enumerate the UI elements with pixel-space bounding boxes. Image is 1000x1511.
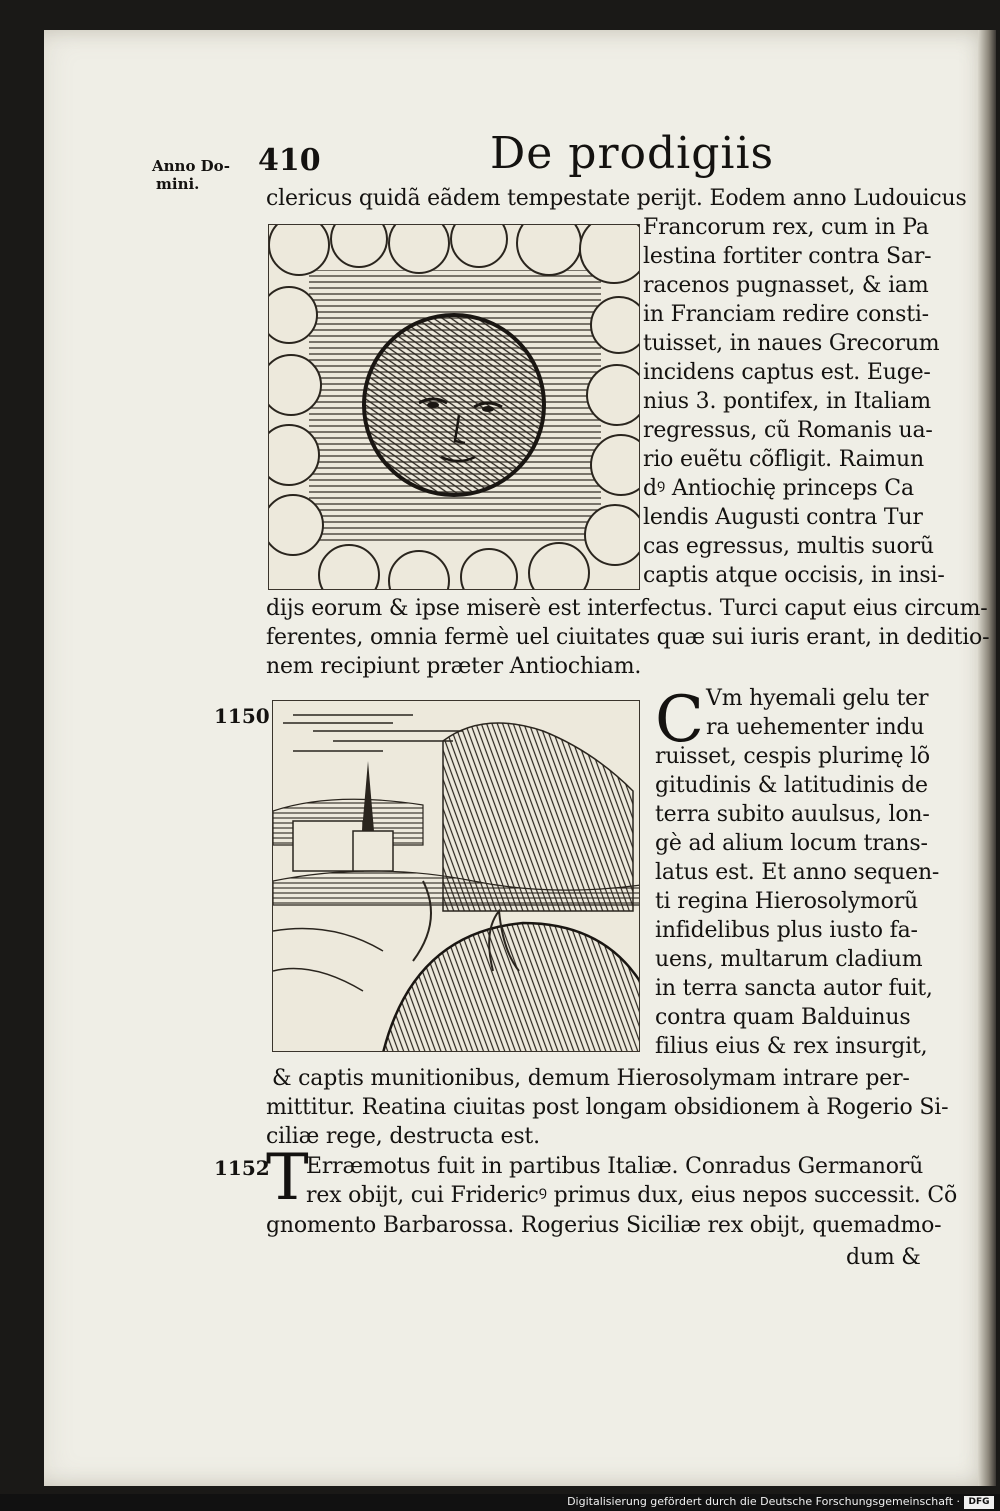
- text-line: gitudinis & latitudinis de: [655, 773, 928, 798]
- text-line: rex obijt, cui Fridericꝰ primus dux, eius nepos successit. Cõ: [306, 1183, 958, 1208]
- text-line: dꝰ Antiochię princeps Ca: [643, 476, 914, 501]
- text-line: regressus, cũ Romanis ua-: [643, 418, 933, 443]
- text-line: Francorum rex, cum in Pa: [643, 215, 929, 240]
- text-line: rio euẽtu cõfligit. Raimun: [643, 447, 924, 472]
- text-line: latus est. Et anno sequen-: [655, 860, 940, 885]
- text-line: in terra sancta autor fuit,: [655, 976, 933, 1001]
- text-line: lestina fortiter contra Sar-: [643, 244, 932, 269]
- text-line: Vm hyemali gelu ter: [706, 686, 929, 711]
- text-line: captis atque occisis, in insi-: [643, 563, 945, 588]
- text-line: infidelibus plus iusto fa-: [655, 918, 918, 943]
- landscape-illustration: [273, 701, 640, 1052]
- text-line: ti regina Hierosolymorũ: [655, 889, 918, 914]
- text-line: racenos pugnasset, & iam: [643, 273, 929, 298]
- digitization-credit: Digitalisierung gefördert durch die Deutsche Forschungsgemeinschaft ·: [567, 1495, 960, 1508]
- text-line: nem recipiunt præter Antiochiam.: [266, 654, 642, 679]
- text-line: ra uehementer indu: [706, 715, 925, 740]
- folio-number: 410: [258, 143, 321, 178]
- text-line: ferentes, omnia fermè uel ciuitates quæ sui iuris erant, in deditio-: [266, 625, 990, 650]
- dfg-logo: DFG: [964, 1496, 994, 1509]
- text-line: incidens captus est. Euge-: [643, 360, 931, 385]
- year-marginal: 1152: [214, 1156, 270, 1180]
- text-line: terra subito auulsus, lon-: [655, 802, 930, 827]
- margin-note-domini: mini.: [156, 175, 200, 193]
- moon-face-illustration: [269, 225, 640, 590]
- woodcut-moon-face: [268, 224, 640, 590]
- text-line: cas egressus, multis suorũ: [643, 534, 934, 559]
- year-marginal: 1150: [214, 704, 270, 728]
- text-line: ruisset, cespis plurimę lõ: [655, 744, 930, 769]
- text-line: nius 3. pontifex, in Italiam: [643, 389, 931, 414]
- text-line: gè ad alium locum trans-: [655, 831, 928, 856]
- drop-cap-t: T: [266, 1141, 309, 1215]
- text-line: gnomento Barbarossa. Rogerius Siciliæ rex obijt, quemadmo-: [266, 1213, 942, 1238]
- drop-cap-c: C: [655, 683, 704, 757]
- woodcut-landscape: [272, 700, 640, 1052]
- text-line: Erræmotus fuit in partibus Italiæ. Conradus Germanorũ: [306, 1154, 924, 1179]
- text-line: ciliæ rege, destructa est.: [266, 1124, 540, 1149]
- text-line: mittitur. Reatina ciuitas post longam obsidionem à Rogerio Si-: [266, 1095, 949, 1120]
- running-head: De prodigiis: [490, 128, 775, 179]
- text-line: tuisset, in naues Grecorum: [643, 331, 940, 356]
- text-line: & captis munitionibus, demum Hierosolymam intrare per-: [272, 1066, 910, 1091]
- text-line: uens, multarum cladium: [655, 947, 923, 972]
- text-line: dijs eorum & ipse miserè est interfectus. Turci caput eius circum-: [266, 596, 988, 621]
- text-line: lendis Augusti contra Tur: [643, 505, 923, 530]
- margin-note-anno: Anno Do-: [152, 157, 230, 175]
- text-line: clericus quidã eãdem tempestate periјt. Eodem anno Ludouicus: [266, 186, 967, 211]
- text-line: contra quam Balduinus: [655, 1005, 911, 1030]
- page-gutter-shadow: [978, 30, 996, 1486]
- catchword: dum &: [846, 1245, 921, 1270]
- text-line: in Franciam redire consti-: [643, 302, 929, 327]
- text-line: filius eius & rex insurgit,: [655, 1034, 928, 1059]
